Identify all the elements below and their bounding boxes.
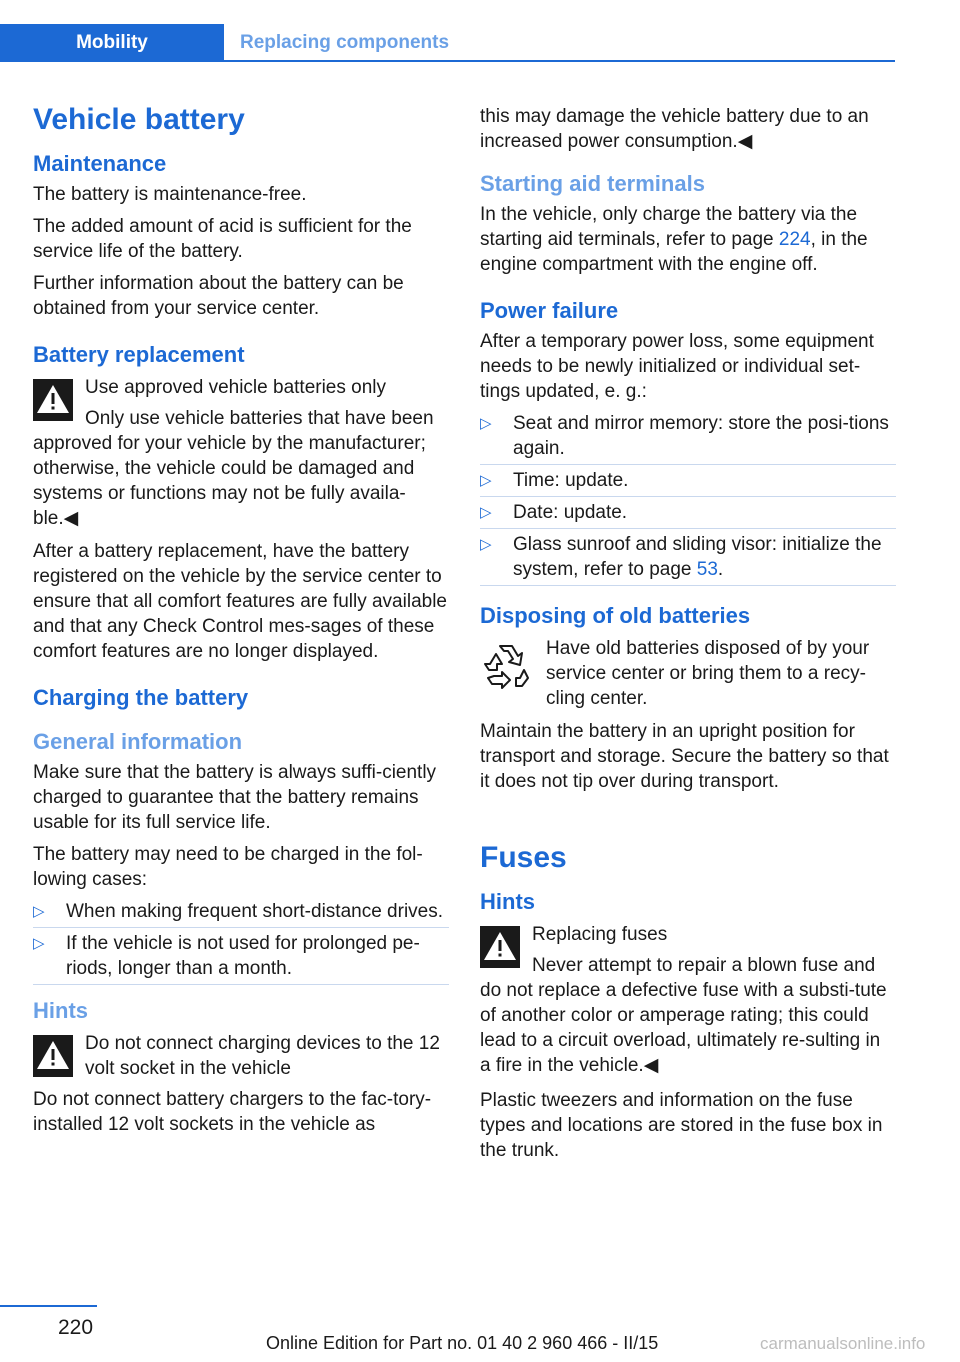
triangle-bullet-icon: ▷ xyxy=(33,903,45,920)
triangle-bullet-icon: ▷ xyxy=(480,536,492,553)
subheading-general-information: General information xyxy=(33,729,243,754)
subsection-tab-replacing-components[interactable]: Replacing components xyxy=(240,32,450,53)
list-item: ▷ Time: update. xyxy=(480,468,896,493)
page-link-53[interactable]: 53 xyxy=(696,559,718,580)
warning-note xyxy=(33,375,449,531)
paragraph: Further information about the battery can be obtained from your service center. xyxy=(33,273,404,319)
list-item: ▷ Seat and mirror memory: store the posi‐tions again. xyxy=(480,411,896,461)
recycle-icon xyxy=(480,638,532,694)
page-header xyxy=(0,0,895,62)
bullet-list xyxy=(33,899,449,981)
paragraph: The battery is maintenance-free. xyxy=(33,184,307,205)
recycle-note xyxy=(480,636,896,711)
heading-maintenance: Maintenance xyxy=(33,151,167,176)
edition-text: Online Edition for Part no. 01 40 2 960 466 - II/15 xyxy=(266,1333,659,1353)
bullet-list xyxy=(480,411,896,582)
heading-battery-replacement: Battery replacement xyxy=(33,342,245,367)
page-link-224[interactable]: 224 xyxy=(778,229,811,250)
footer-divider xyxy=(0,1305,97,1307)
warning-icon xyxy=(33,379,73,421)
left-column xyxy=(33,100,449,1145)
heading-charging-the-battery: Charging the battery xyxy=(33,685,249,710)
warning-icon xyxy=(480,926,520,968)
subheading-starting-aid-terminals: Starting aid terminals xyxy=(480,171,705,196)
heading-hints: Hints xyxy=(480,889,535,914)
heading-power-failure: Power failure xyxy=(480,298,619,323)
triangle-bullet-icon: ▷ xyxy=(33,935,45,952)
title-fuses: Fuses xyxy=(480,841,567,874)
paragraph: this may damage the vehicle battery due to an increased power consumption.◀ xyxy=(480,106,869,152)
section-tab-mobility[interactable]: Mobility xyxy=(0,24,224,62)
paragraph: Make sure that the battery is always suffi‐ciently charged to guarantee that the battery remains usable for its full service life. xyxy=(33,762,437,833)
triangle-bullet-icon: ▷ xyxy=(480,415,492,432)
triangle-bullet-icon: ▷ xyxy=(480,504,492,521)
paragraph: The added amount of acid is sufficient for the service life of the battery. xyxy=(33,216,412,262)
warning-title: Use approved vehicle batteries only xyxy=(85,377,387,398)
list-item: ▷ When making frequent short-distance drives. xyxy=(33,899,449,924)
title-vehicle-battery: Vehicle battery xyxy=(33,103,245,136)
warning-body: Never attempt to repair a blown fuse and do not replace a defective fuse with a substi‐tute of another color or amperage rating; this could lead to a circuit overload, ultimately re‐sulting in a fire in the vehicle.◀ xyxy=(480,955,887,1076)
paragraph: The battery may need to be charged in the fol‐lowing cases: xyxy=(33,844,423,890)
recycle-note-text: Have old batteries disposed of by your service center or bring them to a recy‐cling center. xyxy=(546,638,870,709)
paragraph: After a temporary power loss, some equipment needs to be newly initialized or individual set‐tings updated, e. g.: xyxy=(480,331,874,402)
list-item: ▷ Date: update. xyxy=(480,500,896,525)
paragraph: Maintain the battery in an upright position for transport and storage. Secure the battery so that it does not tip over during transport. xyxy=(480,721,889,792)
triangle-bullet-icon: ▷ xyxy=(480,472,492,489)
list-item: ▷ Glass sunroof and sliding visor: initialize the system, refer to page 53. xyxy=(480,532,896,582)
warning-icon xyxy=(33,1035,73,1077)
warning-note xyxy=(33,1031,449,1137)
warning-note xyxy=(480,922,896,1078)
watermark: carmanualsonline.info xyxy=(760,1334,926,1353)
paragraph: Plastic tweezers and information on the fuse types and locations are stored in the fuse box in the trunk. xyxy=(480,1090,883,1161)
subheading-hints: Hints xyxy=(33,998,88,1023)
warning-title: Replacing fuses xyxy=(532,924,668,945)
warning-body: Do not connect battery chargers to the fac‐tory-installed 12 volt sockets in the vehicle as xyxy=(33,1089,432,1135)
list-item: ▷ If the vehicle is not used for prolonged pe‐riods, longer than a month. xyxy=(33,931,449,981)
paragraph: In the vehicle, only charge the battery via the starting aid terminals, refer to page 224, in the engine compartment with the engine off. xyxy=(480,204,868,275)
page-number: 220 xyxy=(58,1316,94,1339)
warning-body: Only use vehicle batteries that have been approved for your vehicle by the manufacturer; otherwise, the vehicle could be damaged and systems or functions may not be fully availa‐ble.◀ xyxy=(33,408,434,529)
warning-title: Do not connect charging devices to the 12 volt socket in the vehicle xyxy=(85,1033,440,1079)
heading-disposing-old-batteries: Disposing of old batteries xyxy=(480,603,751,628)
right-column xyxy=(480,104,896,1170)
header-divider xyxy=(224,60,895,62)
paragraph: After a battery replacement, have the battery registered on the vehicle by the service center to ensure that all comfort features are fully available and that any Check Control mes‐sages of these comfort features are no longer displayed. xyxy=(33,541,447,662)
